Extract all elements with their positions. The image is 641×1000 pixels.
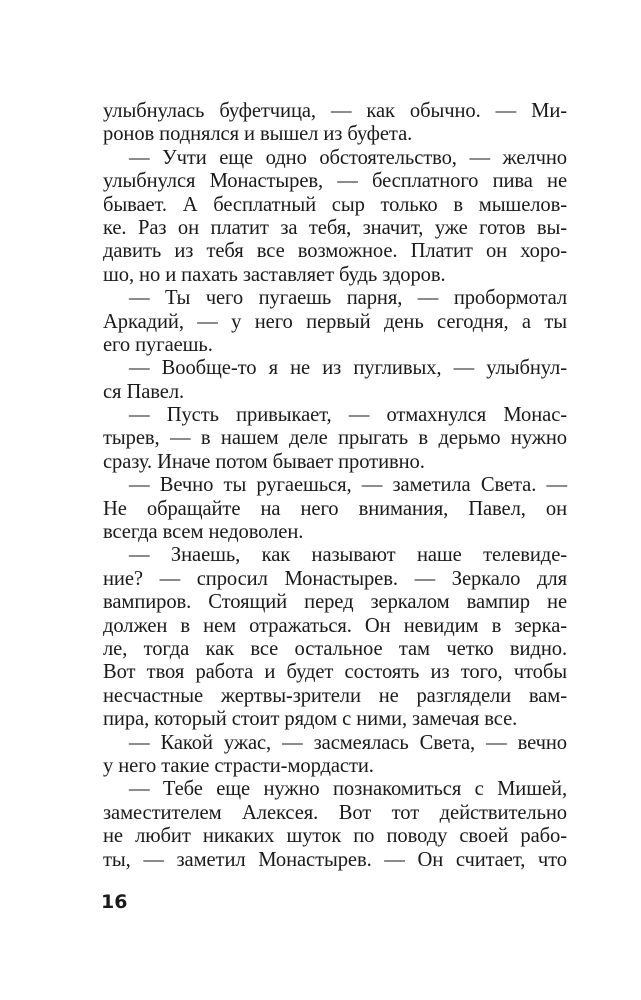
text-line: — Ты чего пугаешь парня, — пробормотал [129, 287, 567, 310]
text-line: — Вечно ты ругаешься, — заметила Света. — [129, 474, 567, 497]
text-line: не любит никаких шуток по поводу своей рабо- [103, 825, 567, 848]
text-line: шо, но и пахать заставляет будь здоров. [103, 263, 446, 286]
text-line: тырев, — в нашем деле прыгать в дерьмо нужно [103, 427, 567, 450]
text-line: у него такие страсти-мордасти. [103, 754, 374, 777]
text-line: ке. Раз он платит за тебя, значит, уже готов вы- [103, 216, 567, 239]
text-line: должен в нем отражаться. Он невидим в зерка- [103, 614, 567, 637]
text-line: ние? — спросил Монастырев. — Зеркало для [103, 567, 567, 590]
text-line: пира, который стоит рядом с ними, замечая все. [103, 708, 518, 731]
text-line: ле, тогда как все остальное там четко видно. [103, 637, 567, 660]
text-line: — Пусть привыкает, — отмахнулся Монас- [129, 404, 567, 427]
text-line: несчастные жертвы-зрители не разглядели вам- [103, 684, 567, 707]
text-line: Аркадий, — у него первый день сегодня, а ты [103, 310, 567, 333]
text-line: Вот твоя работа и будет состоять из того, чтобы [103, 661, 567, 684]
text-line: — Знаешь, как называют наше телевиде- [129, 544, 567, 567]
text-line: Не обращайте на него внимания, Павел, он [103, 497, 567, 520]
text-line: давить из тебя все возможное. Платит он хоро- [103, 240, 567, 263]
text-line: — Вообще-то я не из пугливых, — улыбнул- [129, 357, 567, 380]
text-line: улыбнулся Монастырев, — бесплатного пива не [103, 170, 567, 193]
page-number: 16 [101, 891, 128, 913]
text-line: — Учти еще одно обстоятельство, — желчно [129, 146, 567, 169]
text-line: бывает. А бесплатный сыр только в мышелов- [103, 193, 567, 216]
text-line: — Тебе еще нужно познакомиться с Мишей, [129, 778, 567, 801]
text-line: вампиров. Стоящий перед зеркалом вампир не [103, 591, 567, 614]
text-line: всегда всем недоволен. [103, 521, 304, 544]
text-line: сразу. Иначе потом бывает противно. [103, 450, 425, 473]
text-line: ся Павел. [103, 380, 185, 403]
text-line: улыбнулась буфетчица, — как обычно. — Ми- [103, 100, 567, 122]
text-line: ронов поднялся и вышел из буфета. [103, 123, 413, 146]
text-line: его пугаешь. [103, 333, 213, 356]
text-line: ты, — заметил Монастырев. — Он считает, что [103, 848, 567, 871]
text-line: — Какой ужас, — засмеялась Света, — вечно [129, 731, 567, 754]
text-line: заместителем Алексея. Вот тот действительно [103, 801, 567, 824]
body-text [103, 100, 567, 872]
